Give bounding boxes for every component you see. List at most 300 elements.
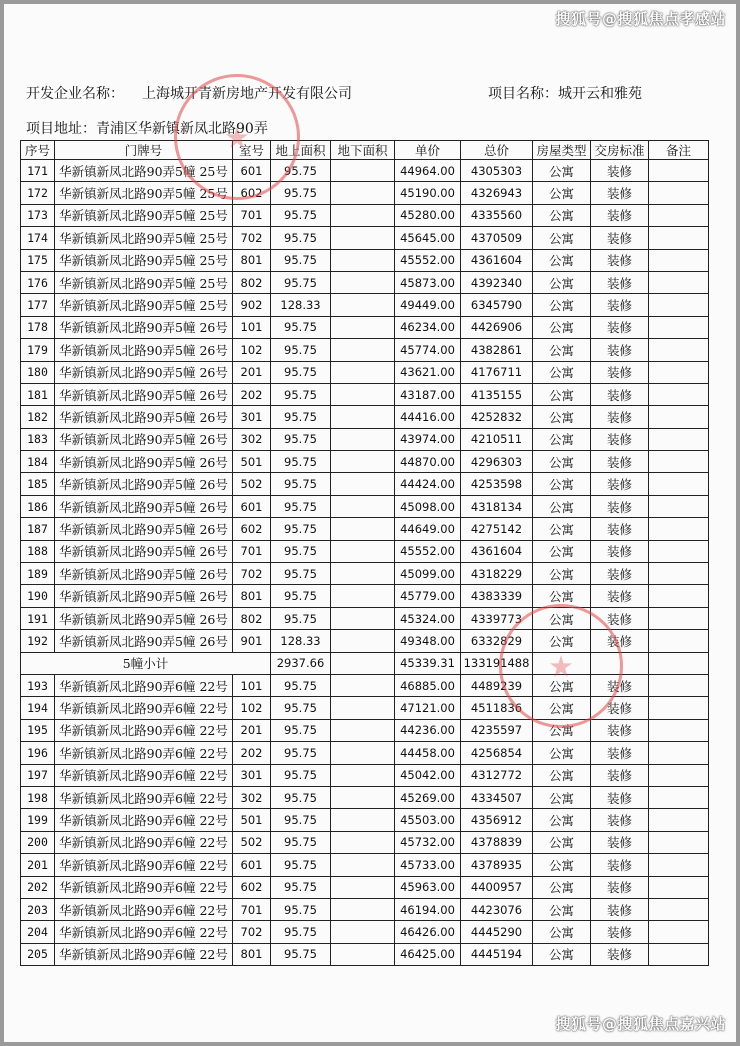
col-header: 单价 xyxy=(395,141,461,160)
cell-note xyxy=(649,316,709,338)
cell-std: 装修 xyxy=(591,674,649,696)
cell-std: 装修 xyxy=(591,585,649,607)
table-row xyxy=(21,630,709,652)
cell-note xyxy=(649,585,709,607)
cell-area: 95.75 xyxy=(271,495,331,517)
cell-seq: 182 xyxy=(21,406,55,428)
cell-unit: 44870.00 xyxy=(395,451,461,473)
cell-area: 95.75 xyxy=(271,540,331,562)
cell-note xyxy=(649,652,709,674)
cell-total: 4392340 xyxy=(461,271,533,293)
table-row xyxy=(21,764,709,786)
cell-addr: 华新镇新凤北路90弄6幢 22号 xyxy=(55,831,233,853)
cell-note xyxy=(649,361,709,383)
cell-total: 4176711 xyxy=(461,361,533,383)
col-header: 门牌号 xyxy=(55,141,233,160)
cell-type: 公寓 xyxy=(533,339,591,361)
cell-note xyxy=(649,742,709,764)
table-row xyxy=(21,876,709,898)
cell-note xyxy=(649,719,709,741)
cell-room: 501 xyxy=(233,451,271,473)
cell-seq: 195 xyxy=(21,719,55,741)
cell-addr: 华新镇新凤北路90弄5幢 26号 xyxy=(55,339,233,361)
cell-under xyxy=(331,786,395,808)
subtotal-row xyxy=(21,652,709,674)
cell-addr: 华新镇新凤北路90弄5幢 26号 xyxy=(55,540,233,562)
cell-note xyxy=(649,876,709,898)
cell-type: 公寓 xyxy=(533,495,591,517)
cell-under xyxy=(331,406,395,428)
cell-room: 501 xyxy=(233,809,271,831)
cell-unit: 45552.00 xyxy=(395,540,461,562)
cell-room: 201 xyxy=(233,719,271,741)
cell-type xyxy=(533,652,591,674)
cell-type: 公寓 xyxy=(533,786,591,808)
cell-addr: 华新镇新凤北路90弄6幢 22号 xyxy=(55,697,233,719)
cell-seq: 178 xyxy=(21,316,55,338)
cell-seq: 176 xyxy=(21,271,55,293)
cell-note xyxy=(649,854,709,876)
cell-note xyxy=(649,204,709,226)
cell-room: 601 xyxy=(233,160,271,182)
project-label: 项目名称： xyxy=(488,86,558,102)
table-row xyxy=(21,339,709,361)
cell-note xyxy=(649,607,709,629)
cell-note xyxy=(649,786,709,808)
cell-note xyxy=(649,495,709,517)
cell-std: 装修 xyxy=(591,786,649,808)
cell-seq: 196 xyxy=(21,742,55,764)
cell-total: 6332829 xyxy=(461,630,533,652)
col-header: 备注 xyxy=(649,141,709,160)
cell-note xyxy=(649,160,709,182)
cell-unit: 46234.00 xyxy=(395,316,461,338)
cell-seq: 189 xyxy=(21,563,55,585)
cell-under xyxy=(331,518,395,540)
cell-under xyxy=(331,563,395,585)
cell-unit: 49449.00 xyxy=(395,294,461,316)
cell-unit: 45552.00 xyxy=(395,249,461,271)
cell-type: 公寓 xyxy=(533,204,591,226)
cell-area: 95.75 xyxy=(271,742,331,764)
cell-unit: 44424.00 xyxy=(395,473,461,495)
cell-room: 702 xyxy=(233,563,271,585)
cell-total: 4210511 xyxy=(461,428,533,450)
table-row xyxy=(21,563,709,585)
cell-note xyxy=(649,630,709,652)
cell-area: 2937.66 xyxy=(271,652,331,674)
cell-type: 公寓 xyxy=(533,316,591,338)
col-header: 室号 xyxy=(233,141,271,160)
table-header-row xyxy=(21,141,709,160)
cell-total: 4252832 xyxy=(461,406,533,428)
cell-room: 602 xyxy=(233,876,271,898)
cell-room: 901 xyxy=(233,630,271,652)
cell-room: 202 xyxy=(233,742,271,764)
cell-unit: 45732.00 xyxy=(395,831,461,853)
cell-area: 95.75 xyxy=(271,227,331,249)
cell-unit: 45099.00 xyxy=(395,563,461,585)
cell-room: 302 xyxy=(233,428,271,450)
cell-under xyxy=(331,742,395,764)
cell-unit: 45269.00 xyxy=(395,786,461,808)
cell-type: 公寓 xyxy=(533,540,591,562)
cell-type: 公寓 xyxy=(533,227,591,249)
cell-addr: 华新镇新凤北路90弄6幢 22号 xyxy=(55,719,233,741)
cell-std: 装修 xyxy=(591,383,649,405)
cell-seq: 200 xyxy=(21,831,55,853)
cell-unit: 44964.00 xyxy=(395,160,461,182)
address-label: 项目地址： xyxy=(26,121,96,137)
table-row xyxy=(21,473,709,495)
cell-seq: 205 xyxy=(21,943,55,965)
cell-std: 装修 xyxy=(591,160,649,182)
cell-std: 装修 xyxy=(591,249,649,271)
table-row xyxy=(21,316,709,338)
document-page xyxy=(4,4,736,1042)
cell-addr: 华新镇新凤北路90弄6幢 22号 xyxy=(55,876,233,898)
cell-note xyxy=(649,921,709,943)
cell-type: 公寓 xyxy=(533,630,591,652)
cell-note xyxy=(649,339,709,361)
cell-room: 202 xyxy=(233,383,271,405)
cell-unit: 46194.00 xyxy=(395,898,461,920)
cell-under xyxy=(331,204,395,226)
cell-under xyxy=(331,428,395,450)
cell-room: 601 xyxy=(233,854,271,876)
cell-unit: 44416.00 xyxy=(395,406,461,428)
cell-seq: 177 xyxy=(21,294,55,316)
cell-note xyxy=(649,540,709,562)
cell-addr: 华新镇新凤北路90弄5幢 25号 xyxy=(55,160,233,182)
cell-under xyxy=(331,383,395,405)
project-line xyxy=(488,83,642,103)
cell-std: 装修 xyxy=(591,809,649,831)
cell-seq: 203 xyxy=(21,898,55,920)
cell-type: 公寓 xyxy=(533,361,591,383)
cell-unit: 43187.00 xyxy=(395,383,461,405)
cell-std: 装修 xyxy=(591,182,649,204)
cell-addr: 华新镇新凤北路90弄5幢 26号 xyxy=(55,630,233,652)
cell-note xyxy=(649,227,709,249)
cell-std: 装修 xyxy=(591,518,649,540)
cell-area: 95.75 xyxy=(271,786,331,808)
developer-line xyxy=(26,83,352,103)
cell-area: 95.75 xyxy=(271,674,331,696)
cell-under xyxy=(331,652,395,674)
cell-unit: 45645.00 xyxy=(395,227,461,249)
cell-std: 装修 xyxy=(591,204,649,226)
cell-room: 702 xyxy=(233,921,271,943)
cell-room: 102 xyxy=(233,697,271,719)
cell-unit: 45733.00 xyxy=(395,854,461,876)
cell-note xyxy=(649,428,709,450)
cell-under xyxy=(331,271,395,293)
address-value: 青浦区华新镇新凤北路90弄 xyxy=(96,121,268,137)
cell-room: 201 xyxy=(233,361,271,383)
cell-seq: 185 xyxy=(21,473,55,495)
cell-unit: 44458.00 xyxy=(395,742,461,764)
cell-unit: 43974.00 xyxy=(395,428,461,450)
table-row xyxy=(21,607,709,629)
cell-std: 装修 xyxy=(591,943,649,965)
cell-room: 101 xyxy=(233,316,271,338)
cell-addr: 华新镇新凤北路90弄5幢 25号 xyxy=(55,182,233,204)
cell-std: 装修 xyxy=(591,473,649,495)
cell-std: 装修 xyxy=(591,719,649,741)
cell-std: 装修 xyxy=(591,876,649,898)
price-table xyxy=(20,140,709,966)
cell-std: 装修 xyxy=(591,764,649,786)
cell-unit: 45339.31 xyxy=(395,652,461,674)
project-name: 城开云和雅苑 xyxy=(558,86,642,102)
cell-type: 公寓 xyxy=(533,921,591,943)
cell-under xyxy=(331,451,395,473)
cell-type: 公寓 xyxy=(533,876,591,898)
cell-note xyxy=(649,182,709,204)
cell-total: 4275142 xyxy=(461,518,533,540)
cell-note xyxy=(649,473,709,495)
cell-total: 4256854 xyxy=(461,742,533,764)
cell-note xyxy=(649,563,709,585)
cell-total: 4339773 xyxy=(461,607,533,629)
cell-unit: 45774.00 xyxy=(395,339,461,361)
cell-type: 公寓 xyxy=(533,719,591,741)
cell-std: 装修 xyxy=(591,406,649,428)
cell-type: 公寓 xyxy=(533,406,591,428)
cell-type: 公寓 xyxy=(533,809,591,831)
cell-note xyxy=(649,697,709,719)
table-row xyxy=(21,786,709,808)
cell-seq: 191 xyxy=(21,607,55,629)
table-row xyxy=(21,921,709,943)
cell-total: 4318134 xyxy=(461,495,533,517)
cell-note xyxy=(649,294,709,316)
table-row xyxy=(21,697,709,719)
cell-area: 95.75 xyxy=(271,160,331,182)
table-row xyxy=(21,227,709,249)
table-row xyxy=(21,719,709,741)
cell-unit: 45873.00 xyxy=(395,271,461,293)
cell-room: 502 xyxy=(233,831,271,853)
cell-total: 4235597 xyxy=(461,719,533,741)
address-line xyxy=(26,118,268,138)
table-row xyxy=(21,540,709,562)
cell-room: 701 xyxy=(233,204,271,226)
cell-type: 公寓 xyxy=(533,294,591,316)
cell-addr: 华新镇新凤北路90弄6幢 22号 xyxy=(55,764,233,786)
cell-under xyxy=(331,160,395,182)
cell-addr: 华新镇新凤北路90弄6幢 22号 xyxy=(55,854,233,876)
cell-room: 101 xyxy=(233,674,271,696)
cell-unit: 45779.00 xyxy=(395,585,461,607)
table-row xyxy=(21,809,709,831)
cell-std: 装修 xyxy=(591,607,649,629)
cell-addr: 华新镇新凤北路90弄5幢 26号 xyxy=(55,451,233,473)
cell-total: 4445290 xyxy=(461,921,533,943)
cell-addr: 华新镇新凤北路90弄5幢 26号 xyxy=(55,406,233,428)
cell-room: 301 xyxy=(233,764,271,786)
developer-label: 开发企业名称： xyxy=(26,86,124,102)
cell-total: 4305303 xyxy=(461,160,533,182)
cell-room: 801 xyxy=(233,943,271,965)
cell-unit: 43621.00 xyxy=(395,361,461,383)
cell-area: 95.75 xyxy=(271,764,331,786)
cell-total: 4361604 xyxy=(461,540,533,562)
table-row xyxy=(21,428,709,450)
cell-unit: 45280.00 xyxy=(395,204,461,226)
cell-type: 公寓 xyxy=(533,854,591,876)
cell-room: 302 xyxy=(233,786,271,808)
cell-room: 701 xyxy=(233,898,271,920)
col-header: 总价 xyxy=(461,141,533,160)
cell-under xyxy=(331,540,395,562)
cell-type: 公寓 xyxy=(533,428,591,450)
cell-room: 802 xyxy=(233,271,271,293)
cell-area: 95.75 xyxy=(271,585,331,607)
cell-std: 装修 xyxy=(591,898,649,920)
cell-note xyxy=(649,943,709,965)
cell-under xyxy=(331,249,395,271)
cell-under xyxy=(331,607,395,629)
cell-type: 公寓 xyxy=(533,160,591,182)
table-row xyxy=(21,742,709,764)
cell-unit: 45042.00 xyxy=(395,764,461,786)
cell-unit: 45324.00 xyxy=(395,607,461,629)
cell-std: 装修 xyxy=(591,495,649,517)
cell-type: 公寓 xyxy=(533,451,591,473)
cell-std: 装修 xyxy=(591,540,649,562)
cell-unit: 45190.00 xyxy=(395,182,461,204)
cell-addr: 华新镇新凤北路90弄6幢 22号 xyxy=(55,809,233,831)
cell-note xyxy=(649,518,709,540)
cell-room: 702 xyxy=(233,227,271,249)
cell-area: 95.75 xyxy=(271,249,331,271)
cell-under xyxy=(331,495,395,517)
cell-area: 95.75 xyxy=(271,898,331,920)
cell-under xyxy=(331,876,395,898)
cell-addr: 华新镇新凤北路90弄5幢 26号 xyxy=(55,316,233,338)
cell-std: 装修 xyxy=(591,742,649,764)
cell-under xyxy=(331,697,395,719)
cell-seq: 181 xyxy=(21,383,55,405)
cell-under xyxy=(331,294,395,316)
cell-seq: 179 xyxy=(21,339,55,361)
cell-total: 4400957 xyxy=(461,876,533,898)
table-row xyxy=(21,451,709,473)
cell-std: 装修 xyxy=(591,339,649,361)
cell-seq: 187 xyxy=(21,518,55,540)
cell-area: 95.75 xyxy=(271,271,331,293)
cell-unit: 49348.00 xyxy=(395,630,461,652)
cell-total: 4135155 xyxy=(461,383,533,405)
cell-note xyxy=(649,406,709,428)
col-header: 房屋类型 xyxy=(533,141,591,160)
cell-area: 95.75 xyxy=(271,831,331,853)
cell-std: 装修 xyxy=(591,361,649,383)
cell-room: 601 xyxy=(233,495,271,517)
cell-addr: 华新镇新凤北路90弄5幢 26号 xyxy=(55,495,233,517)
table-row xyxy=(21,294,709,316)
col-header: 地下面积 xyxy=(331,141,395,160)
cell-total: 6345790 xyxy=(461,294,533,316)
cell-seq: 186 xyxy=(21,495,55,517)
cell-total: 4335560 xyxy=(461,204,533,226)
cell-note xyxy=(649,249,709,271)
cell-addr: 华新镇新凤北路90弄6幢 22号 xyxy=(55,786,233,808)
cell-addr: 华新镇新凤北路90弄5幢 26号 xyxy=(55,473,233,495)
cell-total: 133191488 xyxy=(461,652,533,674)
table-row xyxy=(21,898,709,920)
cell-total: 4445194 xyxy=(461,943,533,965)
cell-under xyxy=(331,831,395,853)
cell-area: 95.75 xyxy=(271,339,331,361)
table-row xyxy=(21,160,709,182)
cell-addr: 华新镇新凤北路90弄6幢 22号 xyxy=(55,742,233,764)
cell-unit: 46425.00 xyxy=(395,943,461,965)
cell-area: 95.75 xyxy=(271,607,331,629)
cell-under xyxy=(331,943,395,965)
cell-type: 公寓 xyxy=(533,182,591,204)
table-row xyxy=(21,854,709,876)
cell-type: 公寓 xyxy=(533,943,591,965)
cell-seq: 192 xyxy=(21,630,55,652)
cell-under xyxy=(331,809,395,831)
cell-type: 公寓 xyxy=(533,563,591,585)
table-row xyxy=(21,585,709,607)
cell-area: 95.75 xyxy=(271,383,331,405)
cell-area: 128.33 xyxy=(271,294,331,316)
cell-addr: 华新镇新凤北路90弄5幢 26号 xyxy=(55,518,233,540)
table-row xyxy=(21,406,709,428)
cell-note xyxy=(649,898,709,920)
cell-under xyxy=(331,473,395,495)
cell-seq: 197 xyxy=(21,764,55,786)
cell-total: 4318229 xyxy=(461,563,533,585)
cell-total: 4326943 xyxy=(461,182,533,204)
col-header: 序号 xyxy=(21,141,55,160)
cell-type: 公寓 xyxy=(533,742,591,764)
cell-addr: 华新镇新凤北路90弄5幢 26号 xyxy=(55,585,233,607)
cell-std: 装修 xyxy=(591,227,649,249)
cell-total: 4383339 xyxy=(461,585,533,607)
cell-note xyxy=(649,271,709,293)
cell-note xyxy=(649,674,709,696)
cell-area: 95.75 xyxy=(271,809,331,831)
cell-type: 公寓 xyxy=(533,607,591,629)
cell-room: 902 xyxy=(233,294,271,316)
table-row xyxy=(21,249,709,271)
cell-unit: 45503.00 xyxy=(395,809,461,831)
table-row xyxy=(21,361,709,383)
cell-room: 801 xyxy=(233,585,271,607)
watermark-bottom: 搜狐号@搜狐焦点嘉兴站 xyxy=(555,1015,726,1033)
cell-addr: 华新镇新凤北路90弄6幢 22号 xyxy=(55,898,233,920)
cell-note xyxy=(649,383,709,405)
col-header: 地上面积 xyxy=(271,141,331,160)
cell-under xyxy=(331,585,395,607)
cell-std: 装修 xyxy=(591,854,649,876)
cell-total: 4253598 xyxy=(461,473,533,495)
cell-total: 4296303 xyxy=(461,451,533,473)
developer-name: 上海城开青新房地产开发有限公司 xyxy=(142,86,352,102)
cell-seq: 174 xyxy=(21,227,55,249)
cell-total: 4489239 xyxy=(461,674,533,696)
cell-total: 4312772 xyxy=(461,764,533,786)
cell-addr: 华新镇新凤北路90弄5幢 26号 xyxy=(55,383,233,405)
table-row xyxy=(21,518,709,540)
cell-type: 公寓 xyxy=(533,271,591,293)
